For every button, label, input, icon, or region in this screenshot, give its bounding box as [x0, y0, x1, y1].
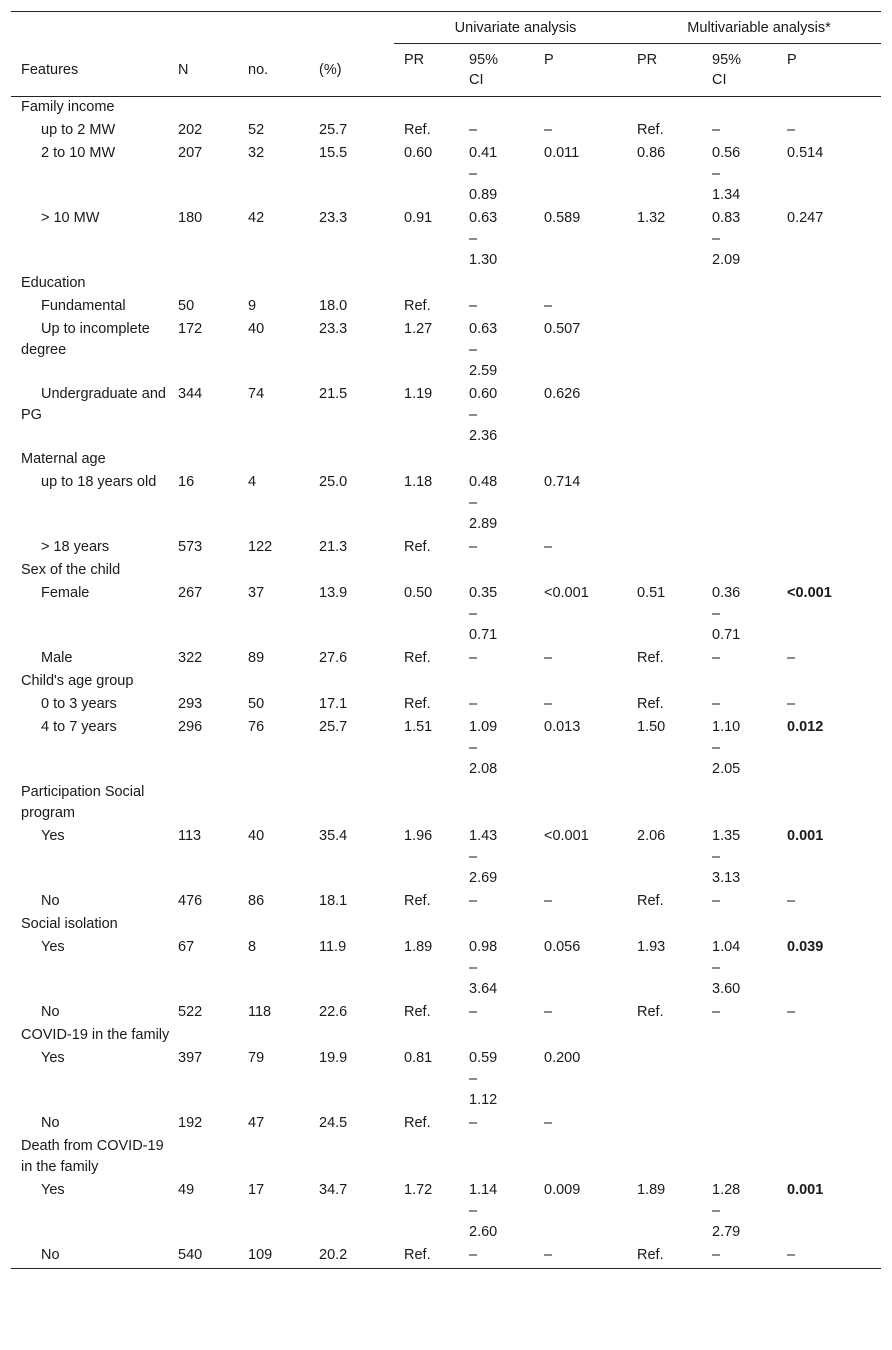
- cell-ci-multivariable: 1.10 – 2.05: [712, 719, 741, 777]
- multivariable-group-header: Multivariable analysis*: [637, 12, 881, 44]
- cell-pr-univariate: 0.60: [404, 145, 433, 161]
- cell-pr-univariate: 1.27: [404, 321, 433, 337]
- cell-pct: 22.6: [319, 1004, 348, 1020]
- group-label: Maternal age: [21, 451, 106, 467]
- feature-label: Fundamental: [41, 298, 126, 314]
- feature-label: Undergraduate and PG: [21, 386, 166, 423]
- group-label: Family income: [21, 99, 115, 115]
- cell-p-multivariable: [787, 1047, 881, 1112]
- cell-ci-multivariable: 0.36 – 0.71: [712, 585, 741, 643]
- cell-pr-multivariable: 1.32: [637, 210, 666, 226]
- cell-p-multivariable: [787, 471, 881, 536]
- table-row: [11, 295, 881, 318]
- cell-pr-multivariable: 0.51: [637, 585, 666, 601]
- cell-pr-multivariable: Ref.: [637, 696, 664, 712]
- feature-label: up to 2 MW: [41, 122, 116, 138]
- cell-p-univariate: –: [544, 298, 553, 314]
- group-row: [11, 448, 881, 471]
- cell-pct: 25.7: [319, 122, 348, 138]
- col-ci-univariate: 95% CI: [469, 44, 544, 97]
- univariate-group-header: Univariate analysis: [394, 12, 637, 44]
- cell-p-multivariable: [787, 716, 881, 781]
- cell-pr-multivariable: [637, 383, 712, 448]
- cell-p-univariate: 0.507: [544, 321, 581, 337]
- cell-n: 113: [178, 828, 202, 844]
- cell-pr-univariate: Ref.: [404, 122, 431, 138]
- group-row: [11, 97, 881, 120]
- feature-label: No: [41, 1115, 60, 1131]
- cell-pr-univariate: Ref.: [404, 893, 431, 909]
- cell-n: 322: [178, 650, 203, 666]
- cell-pr-univariate: 0.91: [404, 210, 433, 226]
- cell-no: 79: [248, 1050, 265, 1066]
- cell-pr-univariate: Ref.: [404, 539, 431, 555]
- cell-pr-univariate: 1.18: [404, 474, 433, 490]
- group-label: Participation Social program: [21, 784, 145, 821]
- cell-p-univariate: <0.001: [544, 585, 589, 601]
- cell-ci-multivariable: –: [712, 893, 721, 909]
- table-header: [11, 12, 881, 97]
- feature-label: up to 18 years old: [41, 474, 157, 490]
- cell-p-multivariable: [787, 318, 881, 383]
- cell-ci-univariate: –: [469, 696, 478, 712]
- cell-n: 267: [178, 585, 203, 601]
- cell-n: 50: [178, 298, 195, 314]
- cell-no: 8: [248, 939, 257, 955]
- table-row: [11, 383, 881, 448]
- cell-n: 293: [178, 696, 203, 712]
- cell-ci-univariate: 0.35 – 0.71: [469, 585, 498, 643]
- table-row: [11, 1244, 881, 1269]
- col-pr-univariate: PR: [394, 44, 469, 97]
- cell-pct: 11.9: [319, 939, 347, 955]
- cell-pct: 17.1: [319, 696, 348, 712]
- cell-pr-univariate: Ref.: [404, 650, 431, 666]
- cell-ci-multivariable: –: [712, 1004, 721, 1020]
- cell-p-univariate: 0.589: [544, 210, 581, 226]
- cell-p-univariate: –: [544, 122, 553, 138]
- group-label: Death from COVID-19 in the family: [21, 1138, 164, 1175]
- significant-p-value: 0.039: [787, 939, 824, 955]
- cell-p-univariate: 0.011: [544, 145, 580, 161]
- group-row: [11, 272, 881, 295]
- table-row: [11, 536, 881, 559]
- cell-p-multivariable: –: [787, 122, 796, 138]
- feature-label: Yes: [41, 828, 65, 844]
- feature-label: Yes: [41, 1182, 65, 1198]
- cell-n: 476: [178, 893, 203, 909]
- cell-p-multivariable: [787, 536, 881, 559]
- col-p-multivariable: P: [787, 44, 881, 97]
- cell-ci-multivariable: 1.35 – 3.13: [712, 828, 741, 886]
- cell-pr-multivariable: 1.93: [637, 939, 666, 955]
- cell-pct: 13.9: [319, 585, 348, 601]
- feature-label: Female: [41, 585, 90, 601]
- table-row: [11, 142, 881, 207]
- cell-pr-multivariable: [637, 318, 712, 383]
- cell-ci-multivariable: [712, 471, 787, 536]
- cell-no: 17: [248, 1182, 265, 1198]
- cell-ci-univariate: –: [469, 298, 478, 314]
- cell-ci-univariate: –: [469, 1115, 478, 1131]
- table-row: [11, 1112, 881, 1135]
- cell-pr-multivariable: 2.06: [637, 828, 666, 844]
- cell-p-univariate: 0.009: [544, 1182, 581, 1198]
- cell-pct: 25.0: [319, 474, 348, 490]
- cell-ci-multivariable: [712, 536, 787, 559]
- cell-pr-multivariable: [637, 471, 712, 536]
- cell-ci-multivariable: [712, 1047, 787, 1112]
- cell-pct: 24.5: [319, 1115, 348, 1131]
- cell-ci-univariate: –: [469, 650, 478, 666]
- table-row: [11, 1001, 881, 1024]
- feature-label: Yes: [41, 1050, 65, 1066]
- cell-n: 172: [178, 321, 203, 337]
- cell-pr-univariate: 1.51: [404, 719, 433, 735]
- cell-pr-multivariable: Ref.: [637, 650, 664, 666]
- cell-pct: 35.4: [319, 828, 348, 844]
- cell-ci-univariate: 0.48 – 2.89: [469, 474, 498, 532]
- cell-p-multivariable: [787, 1112, 881, 1135]
- cell-p-univariate: –: [544, 893, 553, 909]
- cell-no: 76: [248, 719, 265, 735]
- results-table: [11, 11, 881, 1269]
- cell-pr-multivariable: 1.50: [637, 719, 666, 735]
- table-body: [11, 97, 881, 1269]
- cell-pr-univariate: 1.96: [404, 828, 433, 844]
- feature-label: > 18 years: [41, 539, 110, 555]
- cell-pr-multivariable: [637, 1047, 712, 1112]
- cell-n: 397: [178, 1050, 203, 1066]
- cell-p-multivariable: 0.514: [787, 145, 824, 161]
- cell-p-univariate: –: [544, 1244, 637, 1269]
- cell-no: 122: [248, 539, 273, 555]
- cell-p-univariate: 0.056: [544, 939, 581, 955]
- cell-pr-univariate: Ref.: [394, 1244, 469, 1269]
- header-column-row: [11, 44, 881, 97]
- cell-n: 540: [178, 1244, 248, 1269]
- cell-ci-univariate: 0.41 – 0.89: [469, 145, 498, 203]
- cell-n: 522: [178, 1004, 203, 1020]
- cell-p-univariate: 0.013: [544, 719, 581, 735]
- cell-pct: 19.9: [319, 1050, 348, 1066]
- cell-n: 49: [178, 1182, 195, 1198]
- cell-p-multivariable: [787, 582, 881, 647]
- group-label: Child's age group: [21, 673, 134, 689]
- group-label: Social isolation: [21, 916, 118, 932]
- cell-pr-multivariable: Ref.: [637, 1004, 664, 1020]
- feature-label: No: [41, 1004, 60, 1020]
- cell-n: 192: [178, 1115, 203, 1131]
- cell-n: 344: [178, 386, 203, 402]
- cell-p-multivariable: [787, 383, 881, 448]
- table-row: [11, 890, 881, 913]
- cell-no: 89: [248, 650, 265, 666]
- cell-no: 47: [248, 1115, 265, 1131]
- feature-label: > 10 MW: [41, 210, 100, 226]
- cell-pct: 21.3: [319, 539, 348, 555]
- table-row: [11, 1047, 881, 1112]
- cell-p-multivariable: –: [787, 893, 796, 909]
- cell-no: 32: [248, 145, 265, 161]
- cell-no: 42: [248, 210, 265, 226]
- cell-ci-multivariable: [712, 318, 787, 383]
- table-row: [11, 1179, 881, 1244]
- table-row: [11, 471, 881, 536]
- col-pct: (%): [319, 44, 394, 97]
- cell-p-multivariable: [787, 825, 881, 890]
- cell-pr-multivariable: [637, 1112, 712, 1135]
- cell-p-multivariable: –: [787, 650, 796, 666]
- cell-p-multivariable: –: [787, 1004, 796, 1020]
- table-row: [11, 825, 881, 890]
- cell-pct: 15.5: [319, 145, 348, 161]
- cell-ci-univariate: 0.59 – 1.12: [469, 1050, 498, 1108]
- significant-p-value: 0.001: [787, 828, 824, 844]
- col-n: N: [178, 44, 248, 97]
- table-row: [11, 693, 881, 716]
- feature-label: Up to incomplete degree: [21, 321, 150, 358]
- table-row: [11, 207, 881, 272]
- cell-pr-multivariable: 1.89: [637, 1182, 666, 1198]
- cell-p-multivariable: [787, 295, 881, 318]
- cell-ci-univariate: 0.63 – 2.59: [469, 321, 498, 379]
- cell-ci-univariate: –: [469, 122, 478, 138]
- cell-no: 37: [248, 585, 265, 601]
- cell-p-univariate: <0.001: [544, 828, 589, 844]
- cell-pr-univariate: 1.72: [404, 1182, 433, 1198]
- cell-no: 86: [248, 893, 265, 909]
- feature-label: No: [41, 893, 60, 909]
- cell-ci-univariate: –: [469, 539, 478, 555]
- cell-ci-univariate: 0.63 – 1.30: [469, 210, 498, 268]
- cell-pr-multivariable: Ref.: [637, 1244, 712, 1269]
- cell-pct: 34.7: [319, 1182, 348, 1198]
- cell-ci-multivariable: 1.28 – 2.79: [712, 1182, 741, 1240]
- cell-p-univariate: 0.200: [544, 1050, 581, 1066]
- cell-no: 52: [248, 122, 265, 138]
- table-row: [11, 119, 881, 142]
- feature-label: Male: [41, 650, 73, 666]
- cell-ci-multivariable: 0.83 – 2.09: [712, 210, 741, 268]
- cell-no: 4: [248, 474, 257, 490]
- cell-n: 16: [178, 474, 195, 490]
- cell-ci-univariate: 1.14 – 2.60: [469, 1182, 498, 1240]
- cell-pr-multivariable: Ref.: [637, 893, 664, 909]
- significant-p-value: 0.012: [787, 719, 824, 735]
- cell-pct: 27.6: [319, 650, 348, 666]
- cell-p-univariate: –: [544, 1004, 553, 1020]
- cell-ci-multivariable: –: [712, 1244, 787, 1269]
- table-row: [11, 716, 881, 781]
- cell-ci-multivariable: –: [712, 696, 721, 712]
- cell-pr-multivariable: [637, 536, 712, 559]
- cell-p-univariate: 0.714: [544, 474, 581, 490]
- cell-p-multivariable: 0.247: [787, 210, 824, 226]
- cell-p-multivariable: [787, 1179, 881, 1244]
- group-row: [11, 1135, 881, 1179]
- cell-ci-univariate: 0.98 – 3.64: [469, 939, 498, 997]
- group-row: [11, 559, 881, 582]
- cell-ci-multivariable: 1.04 – 3.60: [712, 939, 741, 997]
- cell-p-univariate: –: [544, 1115, 553, 1131]
- cell-p-multivariable: [787, 936, 881, 1001]
- cell-pct: 23.3: [319, 321, 348, 337]
- results-table-container: [11, 11, 881, 1269]
- cell-pr-univariate: 1.19: [404, 386, 433, 402]
- feature-label: Yes: [41, 939, 65, 955]
- col-features: Features: [11, 44, 178, 97]
- cell-pr-univariate: 0.50: [404, 585, 433, 601]
- cell-p-multivariable: –: [787, 1244, 881, 1269]
- col-pr-multivariable: PR: [637, 44, 712, 97]
- cell-p-multivariable: –: [787, 696, 796, 712]
- table-row: [11, 318, 881, 383]
- table-row: [11, 936, 881, 1001]
- cell-ci-multivariable: [712, 295, 787, 318]
- cell-pct: 18.0: [319, 298, 348, 314]
- group-row: [11, 1024, 881, 1047]
- cell-p-univariate: –: [544, 650, 553, 666]
- cell-ci-multivariable: [712, 383, 787, 448]
- cell-pr-multivariable: [637, 295, 712, 318]
- cell-pr-multivariable: Ref.: [637, 122, 664, 138]
- header-group-row: [11, 12, 881, 44]
- cell-ci-univariate: 0.60 – 2.36: [469, 386, 498, 444]
- col-ci-multivariable: 95% CI: [712, 44, 787, 97]
- cell-pr-univariate: Ref.: [404, 696, 431, 712]
- cell-ci-multivariable: –: [712, 122, 721, 138]
- table-row: [11, 647, 881, 670]
- cell-no: 9: [248, 298, 257, 314]
- cell-ci-univariate: –: [469, 1244, 544, 1269]
- cell-pr-univariate: 1.89: [404, 939, 433, 955]
- cell-ci-univariate: 1.43 – 2.69: [469, 828, 498, 886]
- cell-no: 40: [248, 321, 265, 337]
- cell-pr-multivariable: 0.86: [637, 145, 666, 161]
- feature-label: 4 to 7 years: [41, 719, 117, 735]
- cell-pr-univariate: Ref.: [404, 298, 431, 314]
- cell-pr-univariate: 0.81: [404, 1050, 433, 1066]
- cell-n: 207: [178, 145, 203, 161]
- cell-no: 118: [248, 1004, 272, 1020]
- cell-pct: 18.1: [319, 893, 348, 909]
- significant-p-value: <0.001: [787, 585, 832, 601]
- cell-pct: 23.3: [319, 210, 348, 226]
- cell-ci-univariate: –: [469, 893, 478, 909]
- cell-no: 74: [248, 386, 265, 402]
- cell-p-univariate: 0.626: [544, 386, 581, 402]
- cell-pct: 20.2: [319, 1244, 394, 1269]
- table-row: [11, 582, 881, 647]
- cell-n: 67: [178, 939, 195, 955]
- cell-ci-multivariable: –: [712, 650, 721, 666]
- cell-p-univariate: –: [544, 696, 553, 712]
- cell-ci-univariate: 1.09 – 2.08: [469, 719, 498, 777]
- cell-ci-multivariable: 0.56 – 1.34: [712, 145, 741, 203]
- cell-n: 180: [178, 210, 203, 226]
- cell-n: 296: [178, 719, 203, 735]
- cell-no: 40: [248, 828, 265, 844]
- cell-pct: 21.5: [319, 386, 348, 402]
- feature-label: 0 to 3 years: [41, 696, 117, 712]
- feature-label: 2 to 10 MW: [41, 145, 116, 161]
- cell-n: 202: [178, 122, 203, 138]
- cell-no: 50: [248, 696, 265, 712]
- col-no: no.: [248, 44, 319, 97]
- cell-n: 573: [178, 539, 203, 555]
- group-row: [11, 670, 881, 693]
- group-label: Education: [21, 275, 86, 291]
- cell-no: 109: [248, 1244, 319, 1269]
- cell-pct: 25.7: [319, 719, 348, 735]
- group-row: [11, 781, 881, 825]
- group-row: [11, 913, 881, 936]
- feature-label: No: [11, 1244, 178, 1269]
- cell-pr-univariate: Ref.: [404, 1004, 431, 1020]
- significant-p-value: 0.001: [787, 1182, 824, 1198]
- cell-pr-univariate: Ref.: [404, 1115, 431, 1131]
- col-p-univariate: P: [544, 44, 637, 97]
- cell-ci-univariate: –: [469, 1004, 478, 1020]
- cell-ci-multivariable: [712, 1112, 787, 1135]
- cell-p-univariate: –: [544, 539, 553, 555]
- group-label: COVID-19 in the family: [21, 1027, 170, 1043]
- group-label: Sex of the child: [21, 562, 121, 578]
